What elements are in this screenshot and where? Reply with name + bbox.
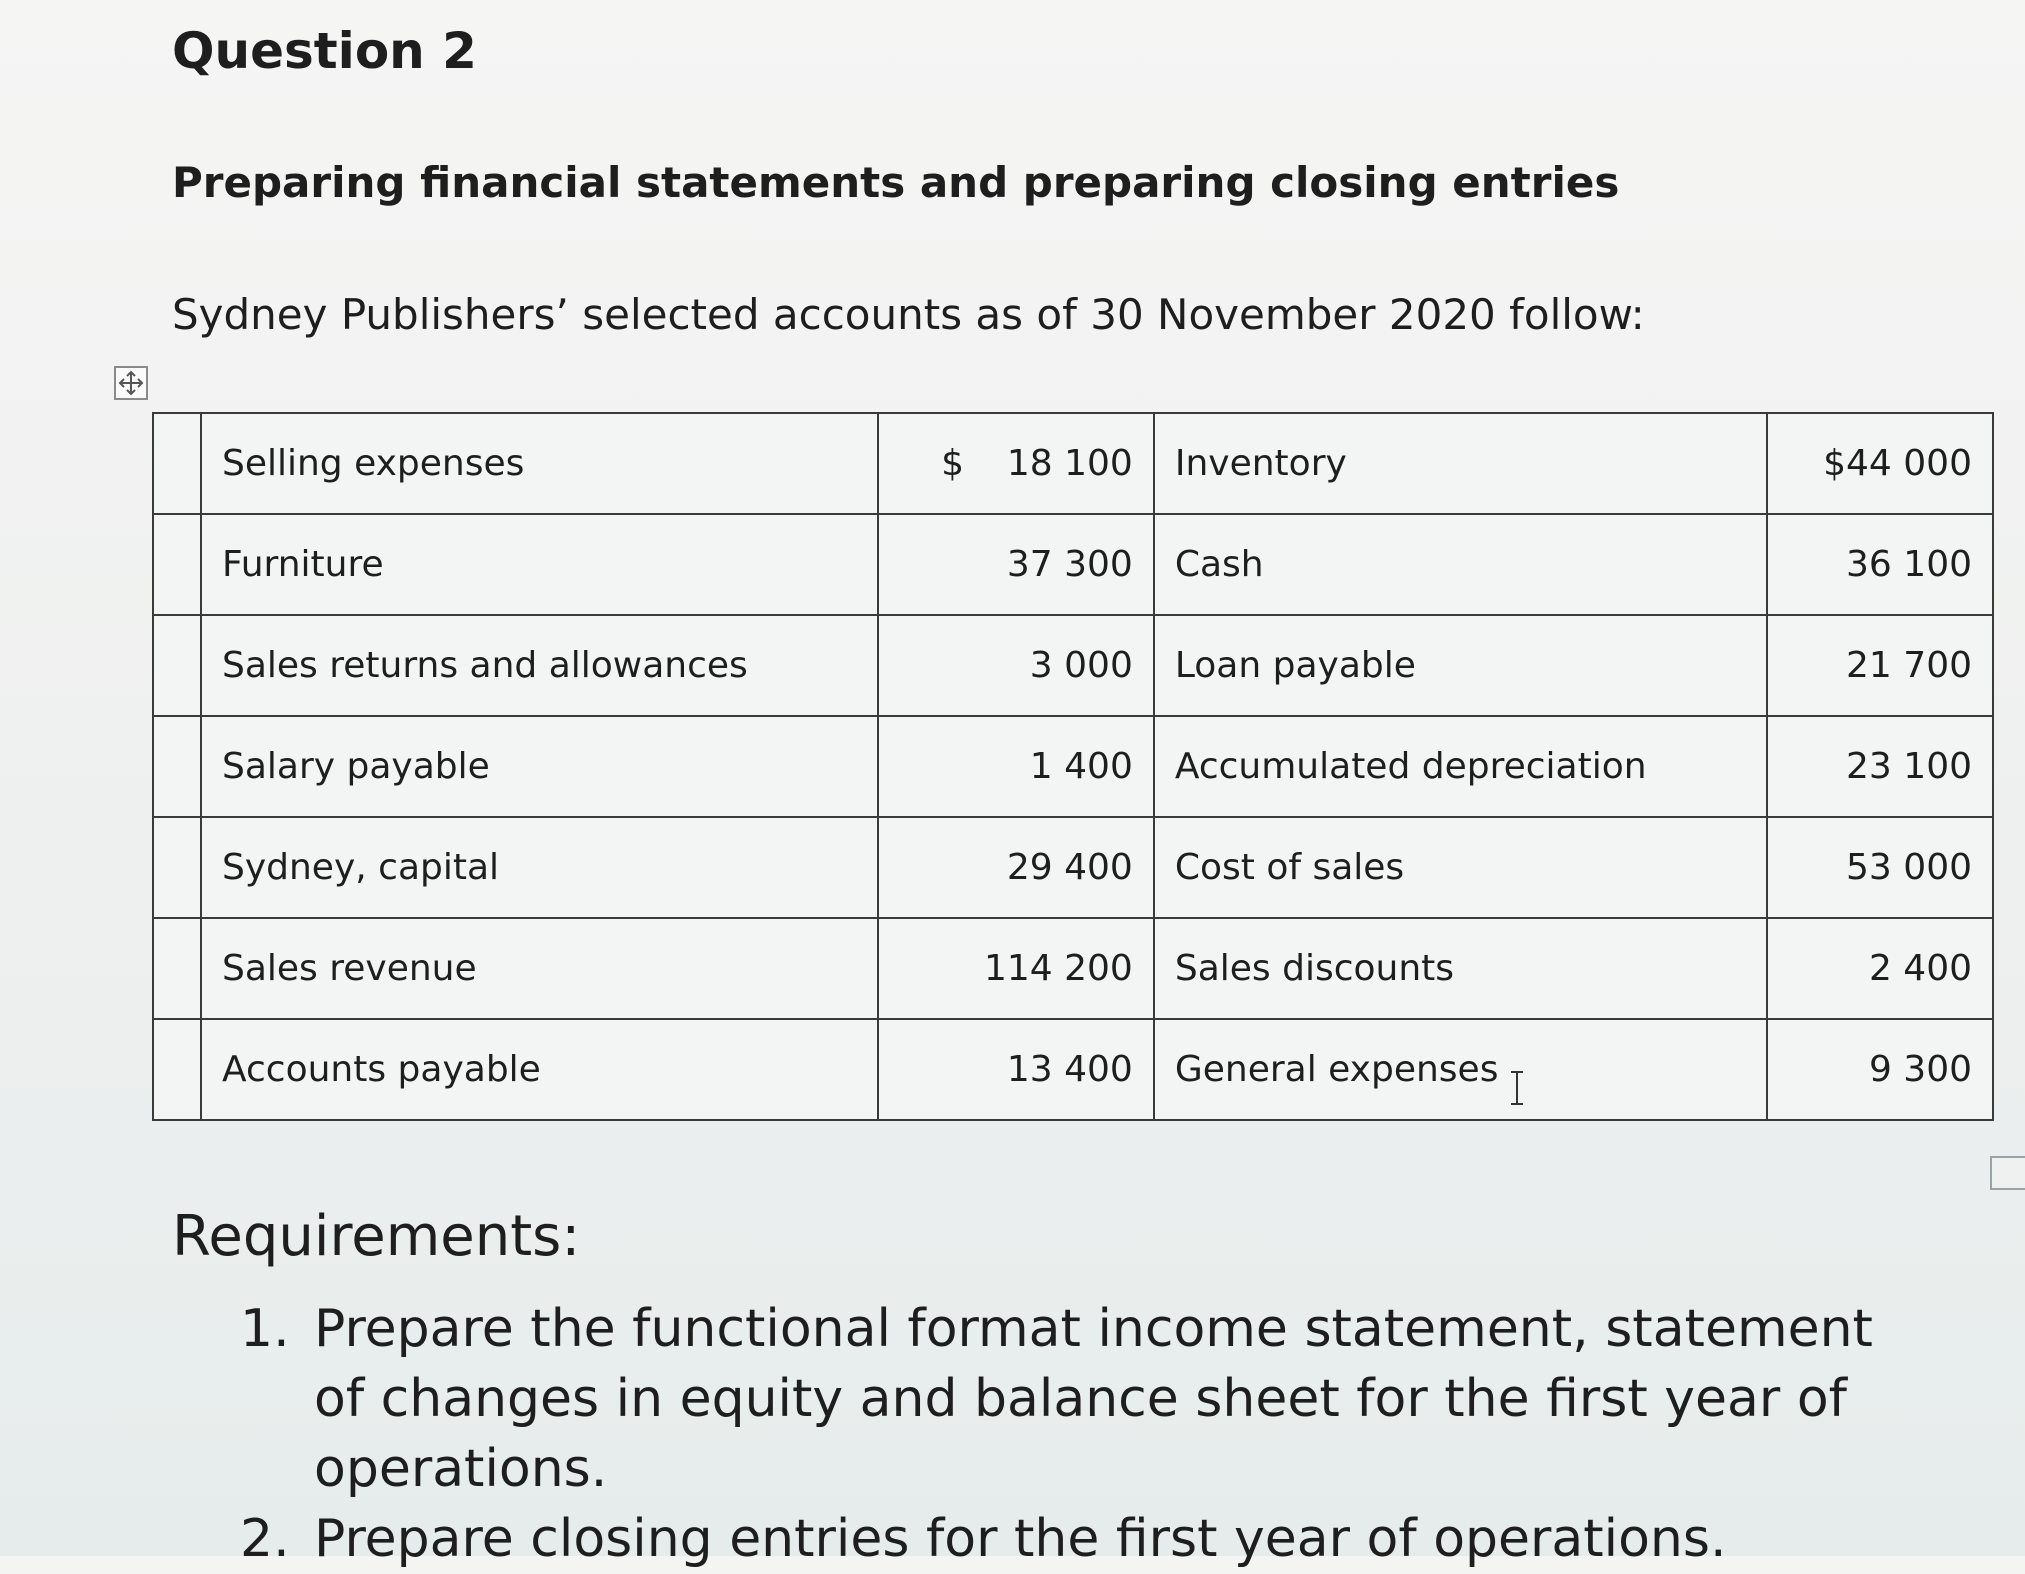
left-account-amount: $ 18 100 [878,413,1154,514]
table-resize-handle[interactable] [1990,1156,2025,1190]
right-account-amount: 2 400 [1767,918,1993,1019]
row-gutter [153,716,201,817]
right-account-amount: 23 100 [1767,716,1993,817]
right-account-amount: 36 100 [1767,514,1993,615]
table-row [153,615,1993,716]
text-cursor-icon [1510,1070,1524,1106]
left-account-name: Sales revenue [201,918,878,1019]
list-item-number: 2. [240,1509,290,1569]
list-item-number: 1. [240,1299,290,1359]
right-account-amount: $44 000 [1767,413,1993,514]
left-account-amount: 114 200 [878,918,1154,1019]
requirements-list [240,1294,1900,1574]
row-gutter [153,615,201,716]
left-account-amount: 13 400 [878,1019,1154,1120]
intro-text: Sydney Publishers’ selected accounts as of 30 November 2020 follow: [172,290,1645,339]
table-row [153,514,1993,615]
list-item-text: Prepare the functional format income statement, statement of changes in equity and balance sheet for the first year of operations. [314,1299,1873,1499]
left-account-name: Salary payable [201,716,878,817]
table-move-handle[interactable] [114,366,148,400]
section-subtitle: Preparing financial statements and preparing closing entries [172,158,1620,207]
right-account-amount: 9 300 [1767,1019,1993,1120]
left-account-amount: 1 400 [878,716,1154,817]
left-account-amount: 37 300 [878,514,1154,615]
list-item [240,1294,1900,1504]
move-icon [116,368,146,398]
right-account-name: Loan payable [1154,615,1767,716]
left-account-amount: 29 400 [878,817,1154,918]
left-account-name: Accounts payable [201,1019,878,1120]
table-row [153,918,1993,1019]
row-gutter [153,817,201,918]
right-account-name: General expenses [1154,1019,1767,1120]
table-row [153,1019,1993,1120]
currency-symbol: $ [941,443,965,484]
list-item [240,1504,1900,1574]
right-account-name: Cash [1154,514,1767,615]
list-item-text: Prepare closing entries for the first year of operations. [314,1509,1727,1569]
accounts-table [152,412,1994,1121]
table-row [153,413,1993,514]
right-account-name: Cost of sales [1154,817,1767,918]
table-row [153,817,1993,918]
right-account-name: Accumulated depreciation [1154,716,1767,817]
row-gutter [153,413,201,514]
right-account-name: Sales discounts [1154,918,1767,1019]
left-account-name: Selling expenses [201,413,878,514]
question-title: Question 2 [172,22,477,80]
requirements-title: Requirements: [172,1204,581,1269]
row-gutter [153,514,201,615]
table-row [153,716,1993,817]
left-account-name: Sydney, capital [201,817,878,918]
right-account-amount: 21 700 [1767,615,1993,716]
right-account-amount: 53 000 [1767,817,1993,918]
left-account-name: Sales returns and allowances [201,615,878,716]
row-gutter [153,918,201,1019]
row-gutter [153,1019,201,1120]
left-account-amount: 3 000 [878,615,1154,716]
right-account-name: Inventory [1154,413,1767,514]
left-account-name: Furniture [201,514,878,615]
